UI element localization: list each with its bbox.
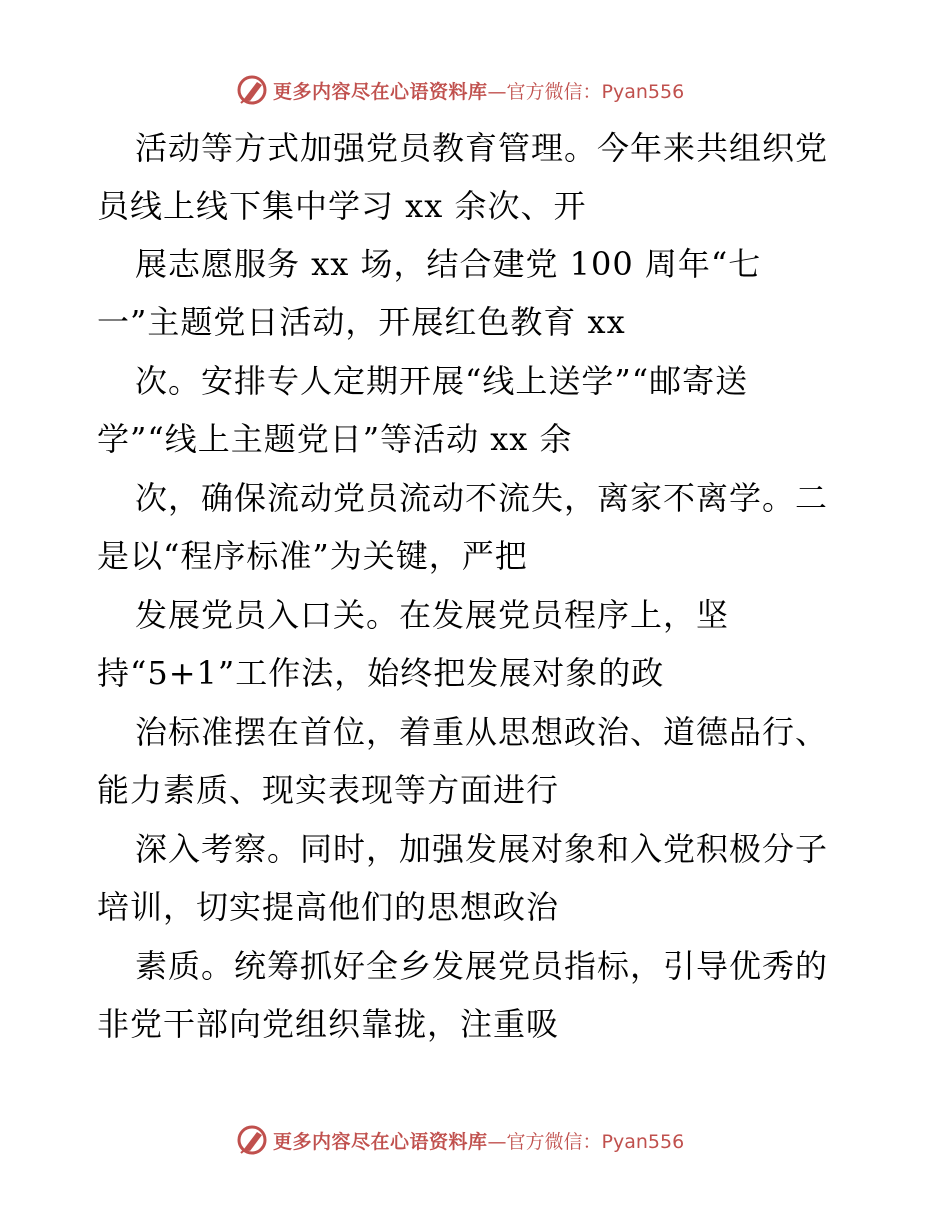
text-line: 员线上线下集中学习 xx 余次、开 [97,187,587,225]
text-line: 素质。统筹抓好全乡发展党员指标，引导优秀的 [135,947,829,985]
text-line: 活动等方式加强党员教育管理。今年来共组织党 [135,129,829,167]
footer-banner [235,1123,684,1157]
banner-site-name: 更多内容尽在心语资料库 [273,80,488,103]
text-line: 非党干部向党组织靠拢，注重吸 [97,1005,560,1043]
text-line: 学”“线上主题党日”等活动 xx 余 [97,420,573,458]
pen-nib-logo-icon [235,1123,269,1157]
text-line: 是以“程序标准”为关键，严把 [97,537,528,575]
text-line: 治标准摆在首位，着重从思想政治、道德品行、 [135,713,829,751]
banner-site-name: 更多内容尽在心语资料库 [273,1130,488,1153]
text-line: 培训，切实提高他们的思想政治 [97,888,560,926]
text-line: 持“5+1”工作法，始终把发展对象的政 [97,654,665,692]
text-line: 次，确保流动党员流动不流失，离家不离学。二 [135,479,829,517]
banner-wechat-id: —官方微信：Pyan556 [487,80,685,103]
text-line: 深入考察。同时，加强发展对象和入党积极分子 [135,830,829,868]
banner-wechat-id: —官方微信：Pyan556 [487,1130,685,1153]
pen-nib-logo-icon [235,73,269,107]
text-line: 一”主题党日活动，开展红色教育 xx [97,303,626,341]
text-line: 能力素质、现实表现等方面进行 [97,771,560,809]
text-line: 展志愿服务 xx 场，结合建党 100 周年“七 [135,245,762,283]
text-line: 次。安排专人定期开展“线上送学”“邮寄送 [135,362,749,400]
text-line: 发展党员入口关。在发展党员程序上，坚 [135,596,730,634]
header-banner [235,73,684,107]
